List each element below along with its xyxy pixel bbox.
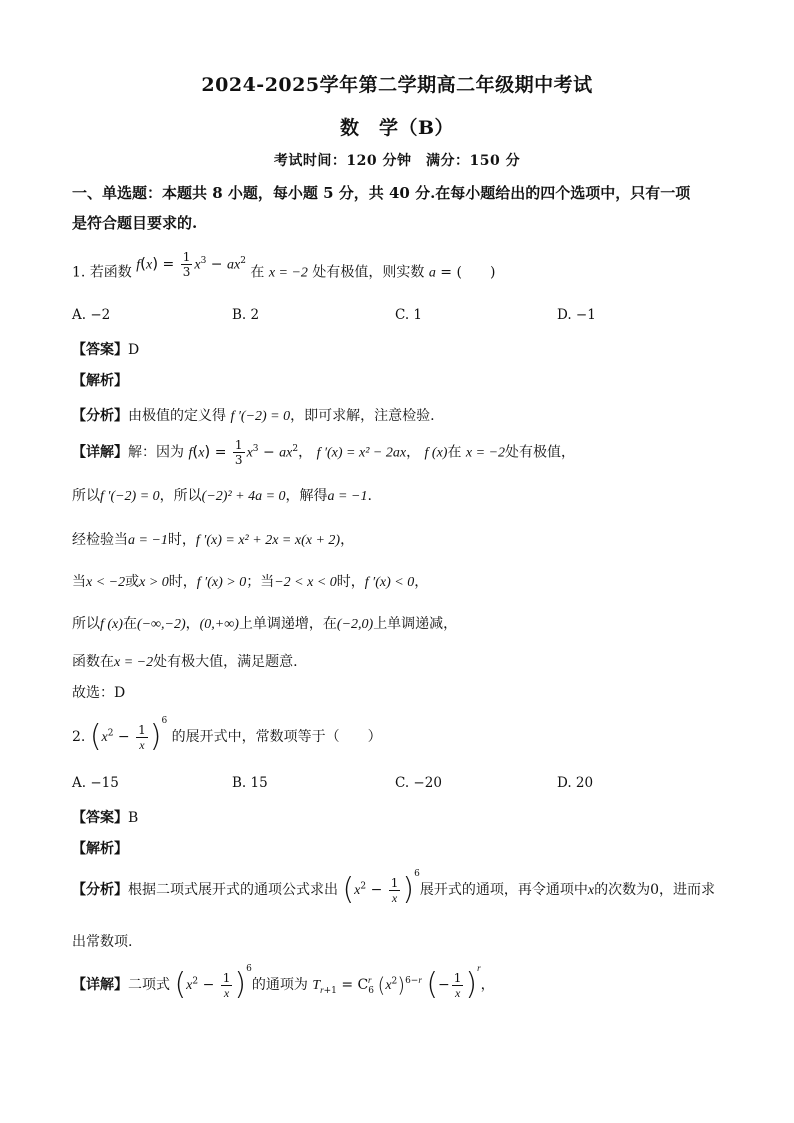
question-number: 2. bbox=[72, 729, 86, 745]
fenxi-line-2: 出常数项. bbox=[72, 934, 133, 950]
question-2-stem bbox=[72, 716, 382, 754]
analysis-tag: 【解析】 bbox=[72, 841, 128, 857]
section-heading-line2: 是符合题目要求的. bbox=[72, 214, 198, 232]
binomial-expression: ($x^2$ − $\frac{1}{x}$ )$^6$ bbox=[342, 869, 420, 907]
detail-line-6: 函数在x = −2处有极大值，满足题意. bbox=[72, 654, 298, 670]
option-c: C. −20 bbox=[395, 775, 442, 791]
answer-line: 【答案】D bbox=[72, 342, 140, 358]
question-text: 若函数 bbox=[89, 264, 132, 281]
option-a: A. −2 bbox=[72, 307, 111, 323]
detail-line-3: 经检验当a = −1时，f ′(x) = x² + 2x = x(x + 2)， bbox=[72, 532, 355, 548]
question-1-options bbox=[72, 307, 752, 327]
condition-expr: x = −2 bbox=[268, 265, 308, 281]
detail-line-1: 【详解】解：因为 f(x) = $\frac{1}{3}$ $x^3 - ax^2$， f ′(x) = x² − 2ax， f (x)在 x = −2处有极值， bbox=[72, 438, 576, 467]
answer-value: D bbox=[128, 342, 140, 358]
conclusion-line: 故选：D bbox=[72, 685, 126, 701]
function-definition: f(x) = $\frac{1}{3}$ $x^3 - ax^2$ bbox=[188, 438, 299, 467]
exam-title: 2024-2025学年第二学期高二年级期中考试 bbox=[201, 74, 593, 96]
question-1-stem: 1. 若函数 f(x) = $\frac{1}{3}$ $x^3 - ax^2$ 在 x = −2 处有极值，则实数 a = ( ) bbox=[72, 250, 496, 281]
analysis-tag: 【解析】 bbox=[72, 373, 128, 389]
option-c: C. 1 bbox=[395, 307, 423, 323]
question-text: 的展开式中，常数项等于（ ） bbox=[171, 729, 382, 745]
answer-value: B bbox=[128, 810, 139, 826]
detail-line-4: 当x < −2或x > 0时，f ′(x) > 0；当−2 < x < 0时，f ′(x) < 0， bbox=[72, 574, 429, 590]
fenxi-line: 【分析】根据二项式展开式的通项公式求出 ($x^2$ − $\frac{1}{x}$ )$^6$展开式的通项，再令通项中x的次数为0，进而求 bbox=[72, 869, 715, 907]
option-d: D. 20 bbox=[557, 775, 594, 791]
option-b: B. 2 bbox=[232, 307, 260, 323]
detail-line-2: 所以f ′(−2) = 0，所以(−2)² + 4a = 0，解得a = −1. bbox=[72, 488, 372, 504]
option-b: B. 15 bbox=[232, 775, 268, 791]
answer-line: 【答案】B bbox=[72, 810, 139, 826]
fenxi-line: 【分析】由极值的定义得 f ′(−2) = 0，即可求解，注意检验. bbox=[72, 408, 435, 424]
subject-title: 数 学（B） bbox=[339, 117, 455, 139]
question-2-options bbox=[72, 775, 752, 795]
general-term: $T_{r+1} = C_6^r$ $(x^2)^{6-r}$ (− $\frac{1}{x}$ )$^r$ bbox=[312, 963, 481, 1002]
function-definition: f(x) = $\frac{1}{3}$ $x^3 - ax^2$ bbox=[136, 250, 246, 279]
detail-line: 【详解】二项式 ($x^2$ − $\frac{1}{x}$ )$^6$的通项为 $T_{r+1} = C_6^r$ $(x^2)^{6-r}$ (− $\frac{1}{x}$ )$^r$， bbox=[72, 963, 495, 1002]
option-d: D. −1 bbox=[557, 307, 596, 323]
detail-line-5: 所以f (x)在(−∞,−2)，(0,+∞)上单调递增，在(−2,0)上单调递减， bbox=[72, 616, 458, 632]
binomial-expression: ($x^2$ − $\frac{1}{x}$ )$^6$ bbox=[89, 716, 168, 754]
exam-info: 考试时间：120 分钟 满分：150 分 bbox=[273, 153, 521, 169]
option-a: A. −15 bbox=[72, 775, 119, 791]
binomial-expression: ($x^2$ − $\frac{1}{x}$ )$^6$ bbox=[174, 964, 252, 1002]
section-heading-line1: 一、单选题：本题共 8 小题，每小题 5 分，共 40 分.在每小题给出的四个选项中，只有一项 bbox=[72, 184, 691, 202]
question-number: 1. bbox=[72, 264, 86, 281]
